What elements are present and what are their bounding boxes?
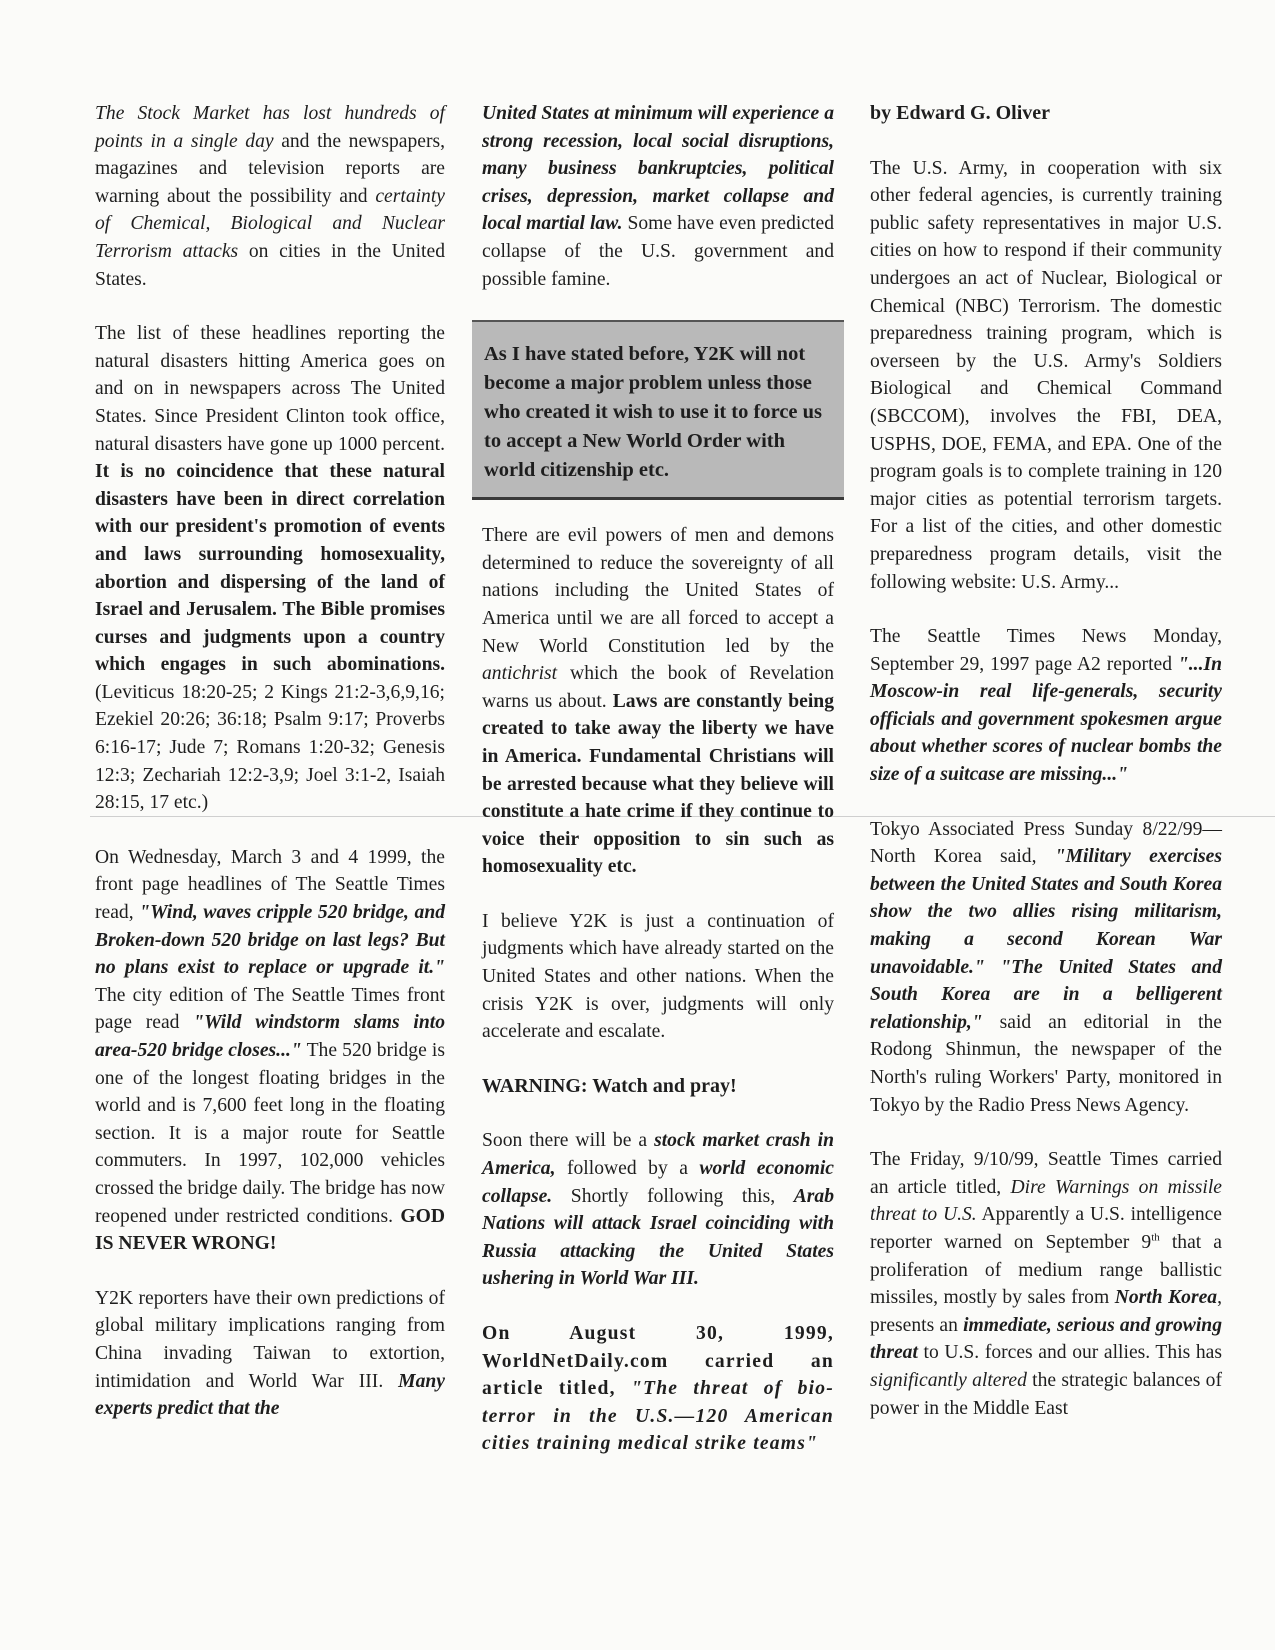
paragraph: I believe Y2K is just a continuation of judgments which have already started on the United States and other nations. When the crisis Y2K is over, judgments will only accelerate and escalate. [482, 910, 834, 1043]
warning-heading: WARNING: Watch and pray! [482, 1074, 737, 1097]
text-run: GOD IS NEVER WRONG! [95, 1205, 445, 1255]
text-run: The 520 bridge is one of the longest floating bridges in the world and is 7,600 feet long in the floating section. It is a major route for Seattle commuters. In 1997, 102,000 vehicles crossed the bridge daily. The bridge has now reopened under restricted conditions. [95, 1040, 446, 1227]
paragraph [95, 100, 445, 293]
text-run: On August 30, 1999, WorldNetDaily.com carried an article titled, [482, 1323, 834, 1400]
text-run: On Wednesday, March 3 and 4 1999, the front page headlines of The Seattle Times read, [95, 846, 445, 924]
callout-box: As I have stated before, Y2K will not become a major problem unless those who created it wish to use it to force us to accept a New World Order with world citizenship etc. [472, 320, 844, 500]
text-run: The Seattle Times News Monday, September 29, 1997 page A2 reported [870, 626, 1222, 675]
text-run: The Friday, 9/10/99, Seattle Times carried an article titled, [870, 1149, 1222, 1198]
text-run: which the book of Revelation warns us about. [482, 663, 834, 712]
text-run: followed by a [555, 1158, 700, 1180]
text-run: on cities in the United States. [95, 240, 445, 290]
paragraph [95, 320, 445, 817]
text-run: The Stock Market has lost hundreds of points in a single day [95, 103, 445, 152]
text-run: stock market crash in America, [482, 1130, 834, 1180]
text-run: antichrist [482, 663, 558, 685]
text-run: the strategic balances of power in the Middle East [870, 1369, 1223, 1419]
column-right [870, 100, 1222, 1422]
paragraph [95, 844, 445, 1258]
paragraph [870, 623, 1222, 789]
text-run: Many experts predict that the [95, 1370, 445, 1420]
text-run: Y2K reporters have their own predictions of global military implications ranging from China invading Taiwan to extortion, intimidation and World War III. [95, 1287, 445, 1392]
text-run: and the newspapers, magazines and television reports are warning about the possibility and [95, 130, 445, 207]
text-run: said an editorial in the Rodong Shinmun, the newspaper of the North's ruling Workers' Party, monitored in Tokyo by the Radio Press News Agency. [870, 1011, 1222, 1116]
text-run: world economic collapse. [482, 1158, 834, 1207]
paragraph [870, 816, 1222, 1120]
text-run: "Wild windstorm slams into area-520 bridge closes..." [95, 1012, 445, 1061]
paragraph [482, 1127, 834, 1293]
text-run: (Leviticus 18:20-25; 2 Kings 21:2-3,6,9,16; Ezekiel 20:26; 36:18; Psalm 9:17; Proverbs 6:16-17; Jude 7; Romans 1:20-32; Genesis 12:3; Zechariah 12:2-3,9; Joel 3:1-2, Isaiah 28:15, 17 etc.) [95, 681, 445, 814]
text-run: Dire Warnings on missile threat to U.S. [870, 1176, 1222, 1226]
text-run: Soon there will be a [482, 1130, 655, 1152]
superscript: th [1151, 1231, 1160, 1244]
text-run: The list of these headlines reporting the natural disasters hitting America goes on and on in newspapers across The United States. Since President Clinton took office, natural disasters have gone up 1000 percent. [95, 323, 445, 455]
paragraph [482, 522, 834, 881]
column-middle [482, 100, 834, 1458]
paragraph [95, 1285, 445, 1423]
text-run: "...In Moscow-in real life-generals, security officials and government spokesmen argue about whether scores of nuclear bombs the size of a suitcase are missing..." [870, 653, 1222, 786]
text-run: Some have even predicted collapse of the U.S. government and possible famine. [482, 213, 834, 290]
text-run: Apparently a U.S. intelligence reporter warned on September 9 [870, 1204, 1223, 1253]
text-run: The city edition of The Seattle Times front page read [95, 984, 445, 1034]
text-run: Arab Nations will attack Israel coinciding with Russia attacking the United States ushering in World War III. [482, 1185, 834, 1290]
text-run: There are evil powers of men and demons determined to reduce the sovereignty of all nations including the United States of America until we are all forced to accept a New World Constitution led by the [482, 525, 834, 657]
text-run: It is no coincidence that these natural disasters have been in direct correlation with our president's promotion of events and laws surrounding homosexuality, abortion and dispersing of the land of Israel and Jerusalem. The Bible promises curses and judgments upon a country which engages in such abominations. [95, 461, 445, 676]
text-run: , presents an [870, 1287, 1222, 1336]
paragraph [482, 1320, 834, 1458]
text-run: Laws are constantly being created to take away the liberty we have in America. Fundamental Christians will be arrested because what they believe will constitute a hate crime if they continue to voice their opposition to sin such as homosexuality etc. [482, 690, 834, 878]
text-run: Shortly following this, [552, 1185, 794, 1207]
text-run: North Korea [1114, 1287, 1218, 1309]
paragraph [870, 1146, 1222, 1422]
text-run: United States at minimum will experience a strong recession, local social disruptions, many business bankruptcies, political crises, depression, market collapse and local martial law. [482, 103, 834, 235]
paragraph: The U.S. Army, in cooperation with six other federal agencies, is currently training public safety representatives in major U.S. cities on how to respond if their community undergoes an act of Nuclear, Biological or Chemical (NBC) Terrorism. The domestic preparedness training program, which is overseen by the U.S. Army's Soldiers Biological and Chemical Command (SBCCOM), involves the FBI, DEA, USPHS, DOE, FEMA, and EPA. One of the program goals is to complete training in 120 major cities as potential terrorism targets. For a list of the cities, and other domestic preparedness program details, visit the following website: U.S. Army... [870, 157, 1222, 593]
text-run: "Wind, waves cripple 520 bridge, and Broken-down 520 bridge on last legs? But no plans exist to replace or upgrade it." [95, 902, 446, 979]
text-run: Tokyo Associated Press Sunday 8/22/99—North Korea said, [870, 818, 1222, 868]
text-run: certainty of Chemical, Biological and Nuclear Terrorism attacks [95, 185, 445, 262]
byline: by Edward G. Oliver [870, 102, 1051, 124]
text-run: "Military exercises between the United States and South Korea show the two allies rising militarism, making a second Korean War unavoidable." "The United States and South Korea are in a belligerent relationship," [870, 846, 1222, 1033]
text-run: "The threat of bio-terror in the U.S.—120 American cities training medical strike teams" [482, 1378, 834, 1455]
text-run: immediate, serious and growing threat [870, 1314, 1222, 1364]
text-run: significantly altered [870, 1369, 1027, 1391]
text-run: that a proliferation of medium range ballistic missiles, mostly by sales from [870, 1231, 1222, 1309]
paragraph [482, 100, 834, 293]
column-left [95, 100, 445, 1423]
text-run: to U.S. forces and our allies. This has [917, 1342, 1222, 1364]
